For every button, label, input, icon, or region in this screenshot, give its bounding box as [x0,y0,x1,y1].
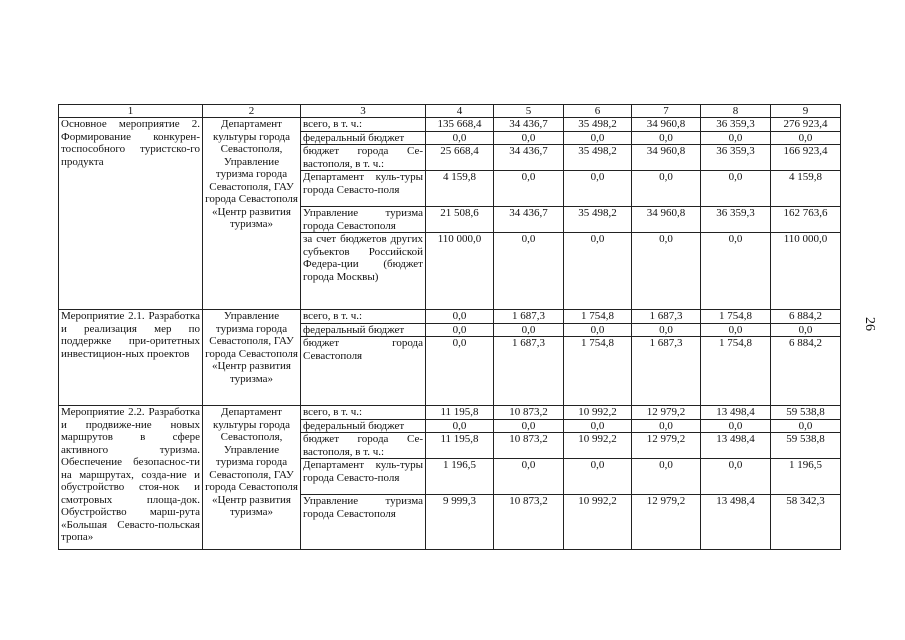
amount-cell: 1 754,8 [701,337,771,406]
page-number: 26 [862,317,877,331]
funding-source-cell: Департамент куль-туры города Севасто-поля [301,171,426,207]
measure-name-cell: Мероприятие 2.2. Разработка и продвиже-ние новых маршрутов в сфере активного туризма. Обеспечение безопаснос-ти на маршрутах, созда-ние и обустройство стоя-нок и смотровых площа-док. Обустройство марш-рута «Большая Севасто-польская тропа» [59,406,203,550]
amount-cell: 0,0 [632,459,701,495]
amount-cell: 4 159,8 [426,171,494,207]
amount-cell: 135 668,4 [426,118,494,132]
amount-cell: 0,0 [564,419,632,433]
amount-cell: 0,0 [426,323,494,337]
amount-cell: 110 000,0 [426,233,494,310]
amount-cell: 34 960,8 [632,207,701,233]
header-cell: 5 [494,105,564,118]
amount-cell: 0,0 [426,337,494,406]
amount-cell: 10 873,2 [494,433,564,459]
amount-cell: 36 359,3 [701,145,771,171]
header-cell: 2 [203,105,301,118]
funding-source-cell: Управление туризма города Севастополя [301,207,426,233]
amount-cell: 34 960,8 [632,118,701,132]
amount-cell: 0,0 [564,323,632,337]
funding-source-cell: федеральный бюджет [301,419,426,433]
amount-cell: 0,0 [426,419,494,433]
amount-cell: 0,0 [564,171,632,207]
amount-cell: 12 979,2 [632,495,701,550]
amount-cell: 0,0 [494,459,564,495]
funding-source-cell: бюджет города Се-вастополя, в т. ч.: [301,145,426,171]
amount-cell: 0,0 [494,233,564,310]
header-cell: 6 [564,105,632,118]
amount-cell: 0,0 [771,131,841,145]
funding-source-cell: бюджет города Севастополя [301,337,426,406]
executor-cell: Управление туризма города Севастополя, ГАУ города Севастополя «Центр развития туризма» [203,310,301,406]
measure-name-cell: Мероприятие 2.1. Разработка и реализация мер по поддержке при-оритетных инвестицион-ных проектов [59,310,203,406]
amount-cell: 0,0 [771,323,841,337]
amount-cell: 6 884,2 [771,337,841,406]
amount-cell: 25 668,4 [426,145,494,171]
amount-cell: 13 498,4 [701,433,771,459]
amount-cell: 34 436,7 [494,207,564,233]
amount-cell: 59 538,8 [771,433,841,459]
amount-cell: 35 498,2 [564,118,632,132]
amount-cell: 0,0 [494,419,564,433]
amount-cell: 0,0 [494,323,564,337]
amount-cell: 0,0 [564,459,632,495]
amount-cell: 0,0 [701,233,771,310]
amount-cell: 0,0 [564,233,632,310]
amount-cell: 1 687,3 [494,337,564,406]
executor-cell: Департамент культуры города Севастополя, Управление туризма города Севастополя, ГАУ города Севастополя «Центр развития туризма» [203,406,301,550]
amount-cell: 59 538,8 [771,406,841,420]
amount-cell: 12 979,2 [632,433,701,459]
amount-cell: 10 992,2 [564,406,632,420]
header-cell: 7 [632,105,701,118]
amount-cell: 0,0 [632,171,701,207]
amount-cell: 0,0 [426,310,494,324]
header-row [59,105,841,118]
funding-source-cell: бюджет города Се-вастополя, в т. ч.: [301,433,426,459]
amount-cell: 0,0 [771,419,841,433]
funding-source-cell: федеральный бюджет [301,131,426,145]
amount-cell: 0,0 [701,459,771,495]
amount-cell: 58 342,3 [771,495,841,550]
budget-table [58,104,841,550]
amount-cell: 21 508,6 [426,207,494,233]
amount-cell: 36 359,3 [701,207,771,233]
amount-cell: 0,0 [701,171,771,207]
header-cell: 4 [426,105,494,118]
amount-cell: 35 498,2 [564,207,632,233]
amount-cell: 1 687,3 [494,310,564,324]
funding-source-cell: всего, в т. ч.: [301,118,426,132]
amount-cell: 13 498,4 [701,406,771,420]
amount-cell: 0,0 [494,131,564,145]
header-cell: 8 [701,105,771,118]
amount-cell: 0,0 [632,419,701,433]
measure-name-cell: Основное мероприятие 2. Формирование конкурен-тоспособного туристско-го продукта [59,118,203,310]
amount-cell: 6 884,2 [771,310,841,324]
amount-cell: 10 873,2 [494,406,564,420]
amount-cell: 34 960,8 [632,145,701,171]
header-cell: 1 [59,105,203,118]
funding-source-cell: федеральный бюджет [301,323,426,337]
amount-cell: 11 195,8 [426,433,494,459]
table-body [59,105,841,550]
amount-cell: 9 999,3 [426,495,494,550]
amount-cell: 1 754,8 [564,310,632,324]
amount-cell: 12 979,2 [632,406,701,420]
header-cell: 9 [771,105,841,118]
table-row [59,118,841,132]
amount-cell: 10 873,2 [494,495,564,550]
executor-cell: Департамент культуры города Севастополя, Управление туризма города Севастополя, ГАУ города Севастополя «Центр развития туризма» [203,118,301,310]
funding-source-cell: Управление туризма города Севастополя [301,495,426,550]
amount-cell: 1 196,5 [426,459,494,495]
amount-cell: 0,0 [564,131,632,145]
amount-cell: 0,0 [632,323,701,337]
amount-cell: 34 436,7 [494,145,564,171]
funding-source-cell: всего, в т. ч.: [301,310,426,324]
amount-cell: 1 754,8 [564,337,632,406]
amount-cell: 1 754,8 [701,310,771,324]
amount-cell: 1 687,3 [632,310,701,324]
amount-cell: 0,0 [426,131,494,145]
amount-cell: 1 687,3 [632,337,701,406]
amount-cell: 0,0 [494,171,564,207]
amount-cell: 4 159,8 [771,171,841,207]
header-cell: 3 [301,105,426,118]
amount-cell: 1 196,5 [771,459,841,495]
amount-cell: 162 763,6 [771,207,841,233]
amount-cell: 11 195,8 [426,406,494,420]
table-row [59,310,841,324]
amount-cell: 13 498,4 [701,495,771,550]
amount-cell: 0,0 [632,131,701,145]
funding-source-cell: всего, в т. ч.: [301,406,426,420]
amount-cell: 110 000,0 [771,233,841,310]
funding-source-cell: Департамент куль-туры города Севасто-поля [301,459,426,495]
table-row [59,406,841,420]
amount-cell: 0,0 [632,233,701,310]
amount-cell: 166 923,4 [771,145,841,171]
amount-cell: 10 992,2 [564,495,632,550]
amount-cell: 35 498,2 [564,145,632,171]
amount-cell: 10 992,2 [564,433,632,459]
amount-cell: 0,0 [701,131,771,145]
amount-cell: 0,0 [701,419,771,433]
amount-cell: 0,0 [701,323,771,337]
amount-cell: 276 923,4 [771,118,841,132]
amount-cell: 36 359,3 [701,118,771,132]
funding-source-cell: за счет бюджетов других субъектов Российской Федера-ции (бюджет города Москвы) [301,233,426,310]
amount-cell: 34 436,7 [494,118,564,132]
